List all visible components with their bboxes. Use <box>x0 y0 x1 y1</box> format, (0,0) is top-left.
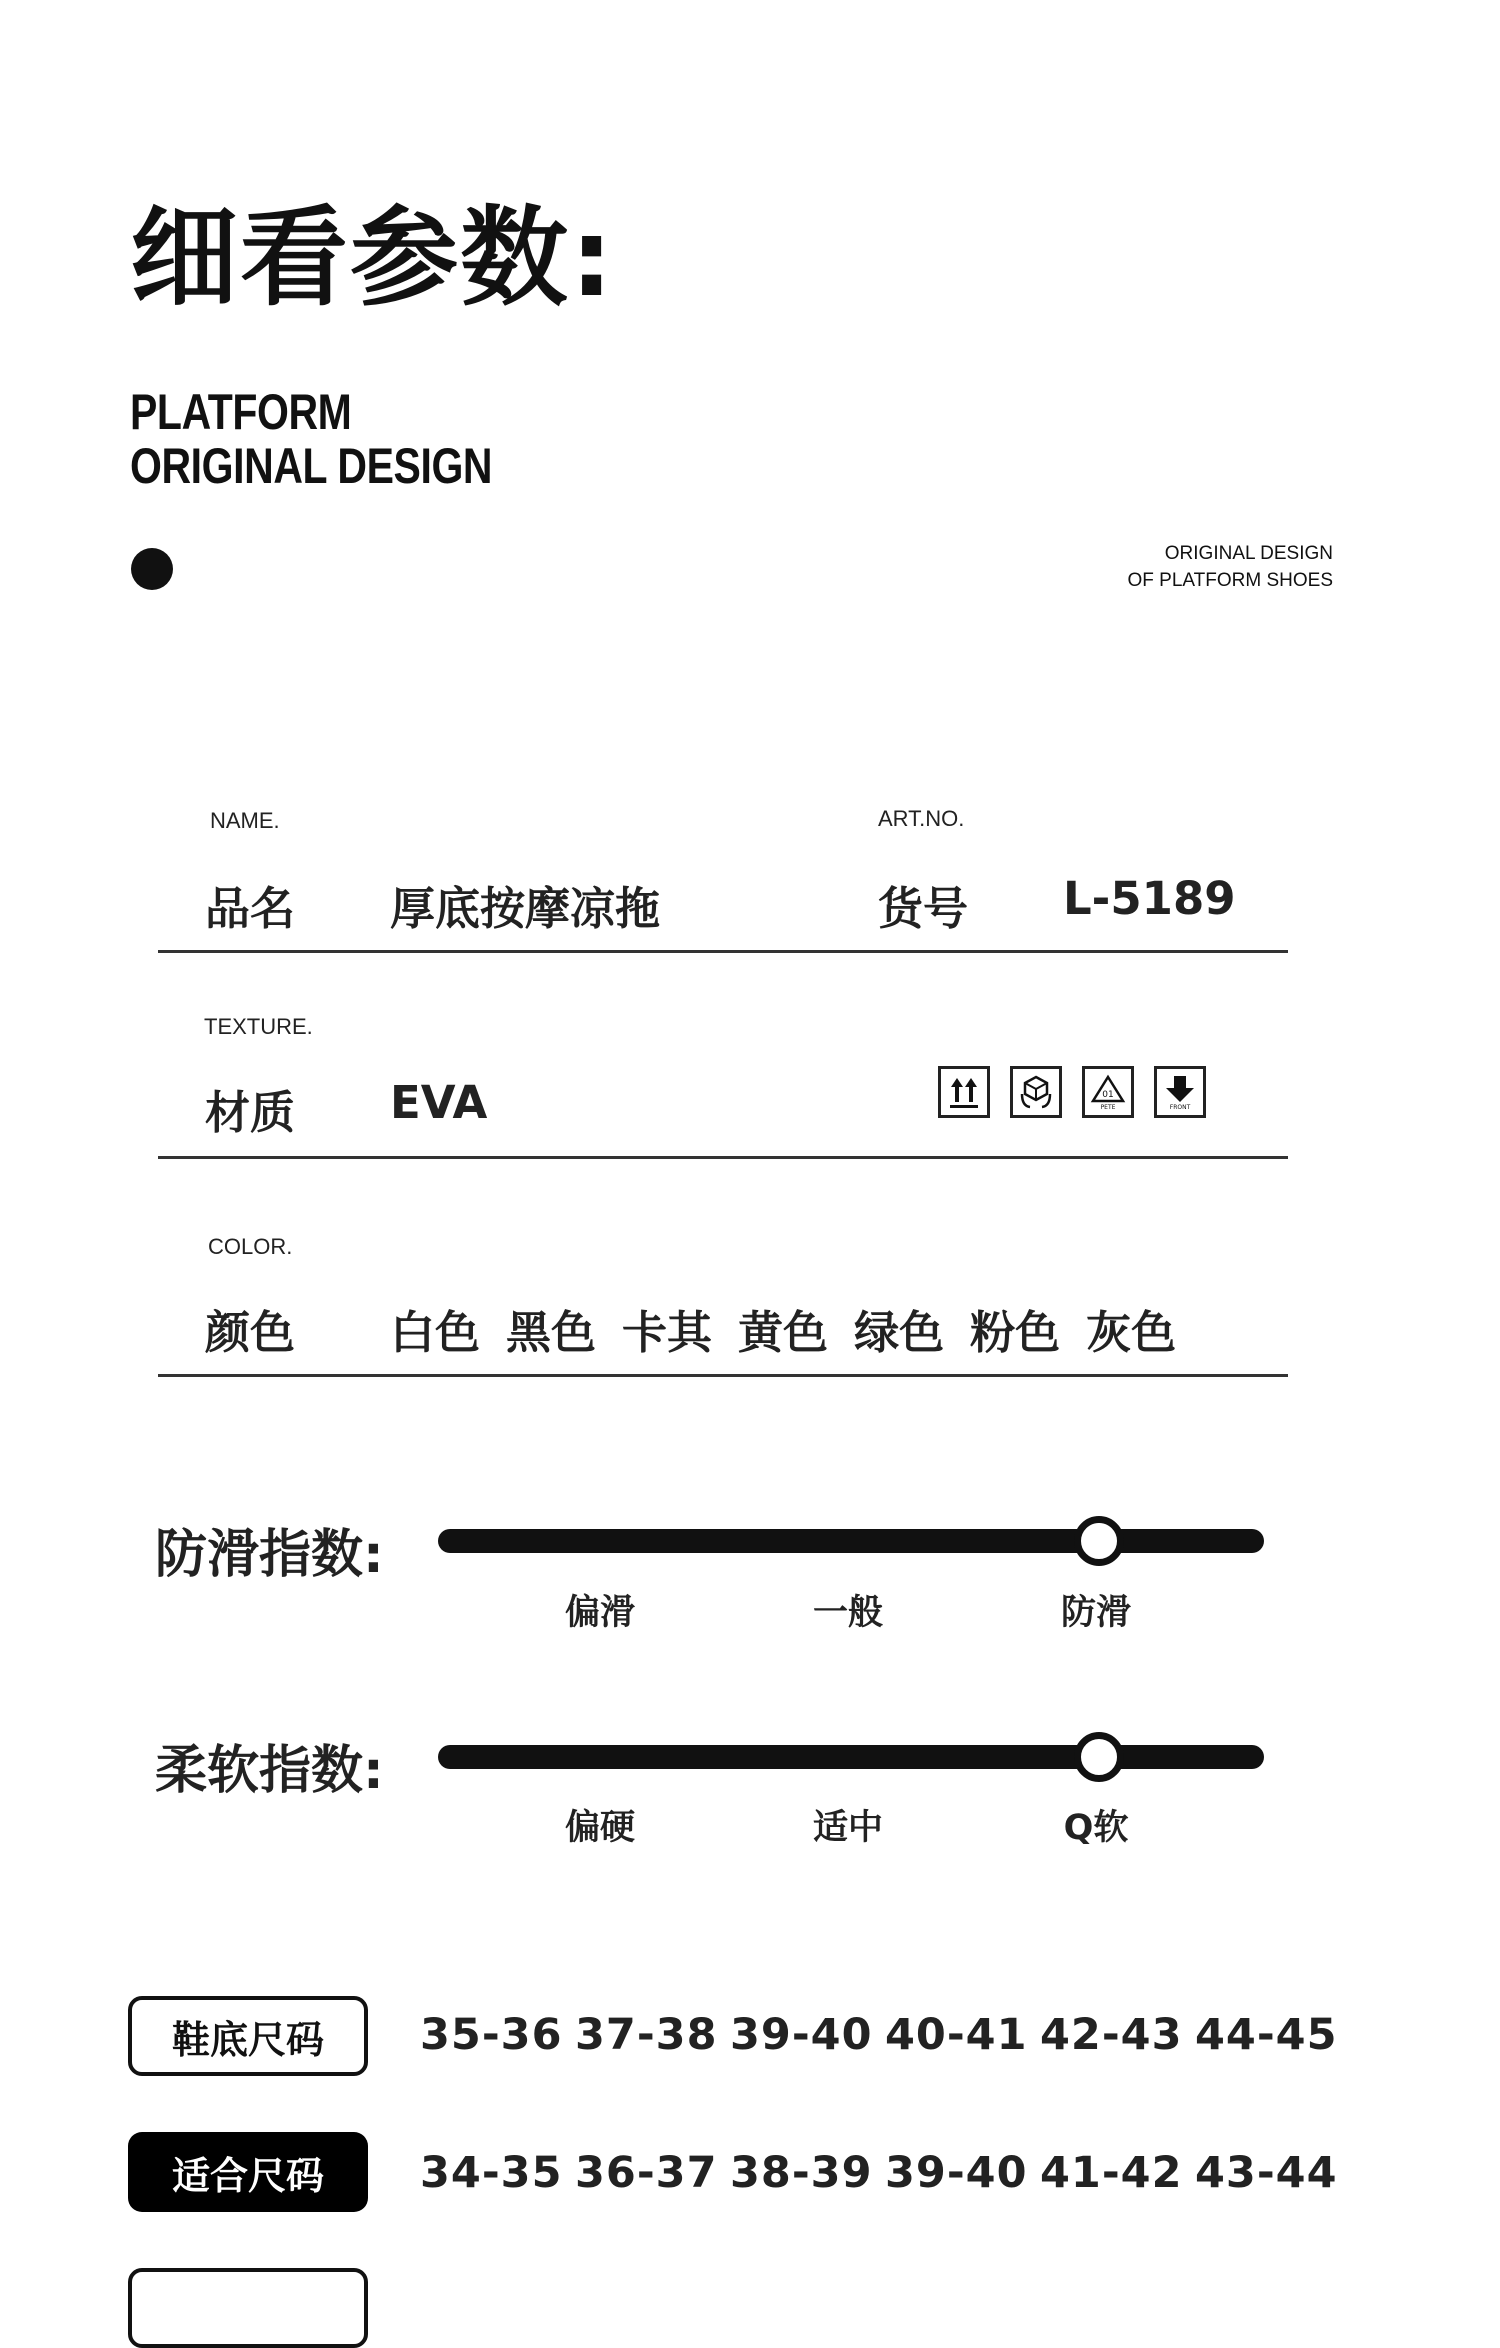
anti-slip-tick-mid: 一般 <box>812 1593 884 1633</box>
softness-label: 柔软指数: <box>155 1741 384 1801</box>
color-list <box>390 1296 1176 1361</box>
this-way-up-icon <box>938 1066 990 1118</box>
svg-text:01: 01 <box>1102 1090 1114 1100</box>
softness-tick-high: Q软 <box>1063 1808 1129 1848</box>
sole-size-value: 40-41 <box>885 2010 1028 2060</box>
sole-size-tag: 鞋底尺码 <box>128 1996 368 2076</box>
softness-knob <box>1074 1732 1124 1782</box>
front-arrow-icon <box>1154 1066 1206 1118</box>
color-option: 粉色 <box>970 1306 1061 1359</box>
color-option: 灰色 <box>1086 1306 1177 1359</box>
texture-value: EVA <box>390 1076 488 1129</box>
svg-text:PETE: PETE <box>1100 1104 1116 1111</box>
divider <box>158 1156 1288 1159</box>
divider <box>158 950 1288 953</box>
color-option: 黄色 <box>738 1306 829 1359</box>
name-en-label: NAME. <box>210 808 280 833</box>
bullet-dot <box>131 548 173 590</box>
size-tag-partial <box>128 2268 368 2348</box>
color-option: 黑色 <box>506 1306 597 1359</box>
fit-size-value: 43-44 <box>1195 2148 1338 2198</box>
softness-tick-low: 偏硬 <box>564 1808 636 1848</box>
art-no-en-label: ART.NO. <box>878 806 965 831</box>
page-title: 细看参数: <box>130 196 616 321</box>
fit-size-row <box>420 2148 1350 2198</box>
brand-block <box>130 385 492 493</box>
sole-size-value: 44-45 <box>1195 2010 1338 2060</box>
texture-en-label: TEXTURE. <box>204 1014 313 1039</box>
tagline-line-2: OF PLATFORM SHOES <box>1127 570 1333 591</box>
anti-slip-label: 防滑指数: <box>155 1525 384 1585</box>
tagline <box>1127 540 1333 594</box>
softness-track <box>438 1745 1264 1769</box>
fit-size-value: 34-35 <box>420 2148 563 2198</box>
texture-label: 材质 <box>205 1086 296 1139</box>
color-label: 颜色 <box>205 1306 296 1359</box>
pete-recycle-icon <box>1082 1066 1134 1118</box>
name-value: 厚底按摩凉拖 <box>390 882 661 935</box>
anti-slip-tick-high: 防滑 <box>1060 1593 1132 1633</box>
fit-size-value: 41-42 <box>1040 2148 1183 2198</box>
softness-tick-mid: 适中 <box>812 1808 884 1848</box>
color-option: 白色 <box>390 1306 481 1359</box>
brand-line-1: PLATFORM <box>130 384 352 440</box>
fit-size-value: 39-40 <box>885 2148 1028 2198</box>
fit-size-tag: 适合尺码 <box>128 2132 368 2212</box>
sole-size-value: 37-38 <box>575 2010 718 2060</box>
divider <box>158 1374 1288 1377</box>
anti-slip-knob <box>1074 1516 1124 1566</box>
svg-text:FRONT: FRONT <box>1169 1104 1191 1111</box>
brand-line-2: ORIGINAL DESIGN <box>130 438 493 494</box>
anti-slip-tick-low: 偏滑 <box>564 1593 636 1633</box>
sole-size-value: 35-36 <box>420 2010 563 2060</box>
sole-size-value: 42-43 <box>1040 2010 1183 2060</box>
art-no-value: L-5189 <box>1063 872 1236 925</box>
package-icons <box>938 1066 1206 1118</box>
sole-size-row <box>420 2010 1350 2060</box>
color-option: 绿色 <box>854 1306 945 1359</box>
anti-slip-track <box>438 1529 1264 1553</box>
fit-size-value: 38-39 <box>730 2148 873 2198</box>
fit-size-value: 36-37 <box>575 2148 718 2198</box>
art-no-label: 货号 <box>878 882 969 935</box>
color-option: 卡其 <box>622 1306 713 1359</box>
fragile-icon <box>1010 1066 1062 1118</box>
color-en-label: COLOR. <box>208 1234 293 1259</box>
sole-size-value: 39-40 <box>730 2010 873 2060</box>
name-label: 品名 <box>205 882 296 935</box>
tagline-line-1: ORIGINAL DESIGN <box>1164 543 1333 564</box>
